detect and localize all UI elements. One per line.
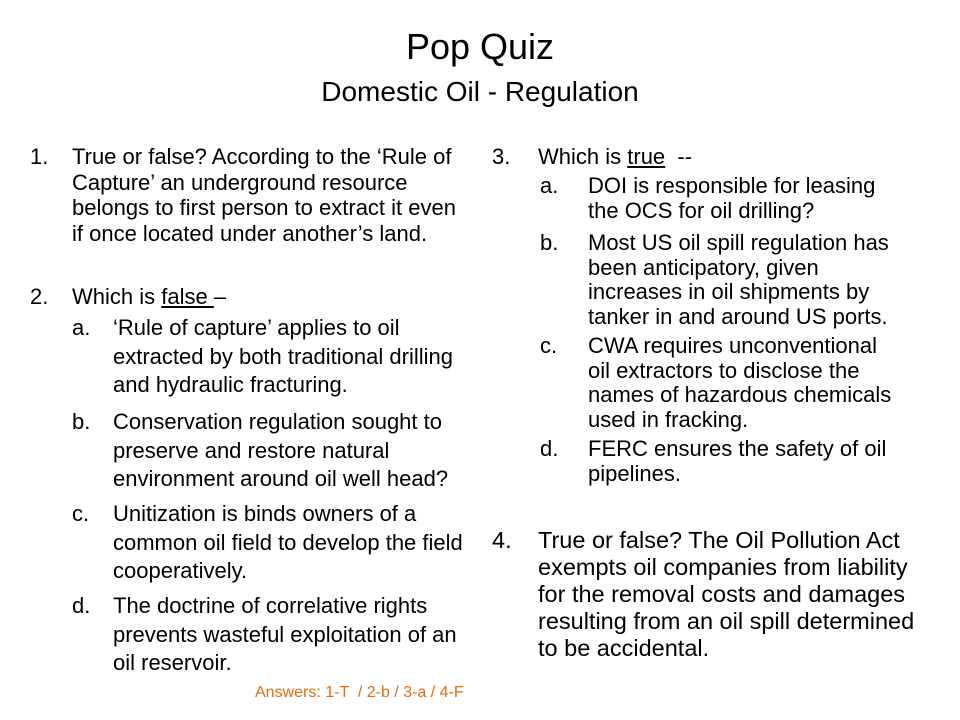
question-2-prompt-start: Which is — [72, 284, 162, 309]
option-line: Most US oil spill regulation has — [588, 230, 889, 255]
question-2-number: 2. — [30, 284, 49, 309]
question-1-line: if once located under another’s land. — [72, 220, 428, 246]
option-line: CWA requires unconventional — [588, 333, 878, 358]
question-2-option-b-text — [113, 408, 448, 494]
question-2-option-a-letter: a. — [72, 315, 91, 340]
question-2-option-b-letter: b. — [72, 409, 91, 434]
question-2-option-c-text — [113, 500, 463, 586]
question-3-option-d-text — [588, 437, 886, 486]
option-line: preserve and restore natural — [113, 437, 390, 463]
option-line: pipelines. — [588, 460, 681, 486]
option-line: and hydraulic fracturing. — [113, 372, 348, 397]
option-line: the OCS for oil drilling? — [588, 197, 815, 223]
question-2-prompt-keyword: false — [161, 284, 214, 309]
question-2-prompt-end: – — [213, 284, 227, 309]
question-4-line: exempts oil companies from liability — [538, 554, 908, 580]
option-line: oil reservoir. — [113, 650, 232, 675]
question-1-text — [72, 144, 456, 246]
question-1-line: True or false? According to the ‘Rule of — [72, 144, 452, 169]
option-line: prevents wasteful exploitation of an — [113, 621, 457, 647]
question-4-line: to be accidental. — [538, 635, 710, 661]
option-line: cooperatively. — [113, 558, 248, 583]
question-2-option-a-text — [113, 314, 453, 400]
option-line: Conservation regulation sought to — [113, 409, 442, 434]
question-3-option-d-letter: d. — [540, 436, 559, 461]
option-line: common oil field to develop the field — [113, 529, 463, 555]
question-3-prompt — [538, 144, 692, 170]
question-4-line: for the removal costs and damages — [538, 581, 906, 607]
option-line: names of hazardous chemicals — [588, 382, 892, 407]
option-line: tanker in and around US ports. — [588, 303, 888, 329]
question-4-line: resulting from an oil spill determined — [538, 608, 915, 634]
question-1-number: 1. — [30, 144, 49, 169]
option-line: been anticipatory, given — [588, 254, 819, 280]
option-line: The doctrine of correlative rights — [113, 593, 428, 618]
answer-key: Answers: 1-T / 2-b / 3-a / 4-F — [255, 684, 464, 701]
question-4-text — [538, 527, 914, 662]
question-4-number: 4. — [492, 527, 512, 553]
question-3-prompt-end: -- — [665, 144, 693, 169]
question-4-line: True or false? The Oil Pollution Act — [538, 527, 900, 553]
question-3-option-b-letter: b. — [540, 230, 559, 255]
option-line: used in fracking. — [588, 406, 749, 432]
question-3-prompt-keyword: true — [627, 144, 666, 169]
slide-title: Pop Quiz — [405, 26, 555, 67]
option-line: environment around oil well head? — [113, 466, 449, 491]
option-line: extracted by both traditional drilling — [113, 343, 453, 369]
question-3-number: 3. — [492, 144, 511, 169]
question-2-option-d-text — [113, 592, 457, 678]
option-line: FERC ensures the safety of oil — [588, 436, 887, 461]
question-1-line: Capture’ an underground resource — [72, 169, 408, 195]
question-2-option-c-letter: c. — [72, 501, 90, 526]
question-3-option-c-letter: c. — [540, 333, 558, 358]
option-line: oil extractors to disclose the — [588, 357, 860, 383]
option-line: DOI is responsible for leasing — [588, 173, 876, 198]
question-3-prompt-start: Which is — [538, 144, 628, 169]
option-line: ‘Rule of capture’ applies to oil — [113, 315, 400, 340]
question-2-option-d-letter: d. — [72, 593, 91, 618]
question-2-prompt — [72, 284, 226, 310]
question-3-option-a-letter: a. — [540, 173, 559, 198]
option-line: increases in oil shipments by — [588, 279, 870, 304]
question-1-line: belongs to first person to extract it even — [72, 195, 456, 220]
question-3-option-c-text — [588, 334, 891, 432]
question-3-option-a-text — [588, 174, 875, 223]
option-line: Unitization is binds owners of a — [113, 501, 417, 526]
question-3-option-b-text — [588, 231, 889, 329]
slide-subtitle: Domestic Oil - Regulation — [321, 76, 639, 107]
